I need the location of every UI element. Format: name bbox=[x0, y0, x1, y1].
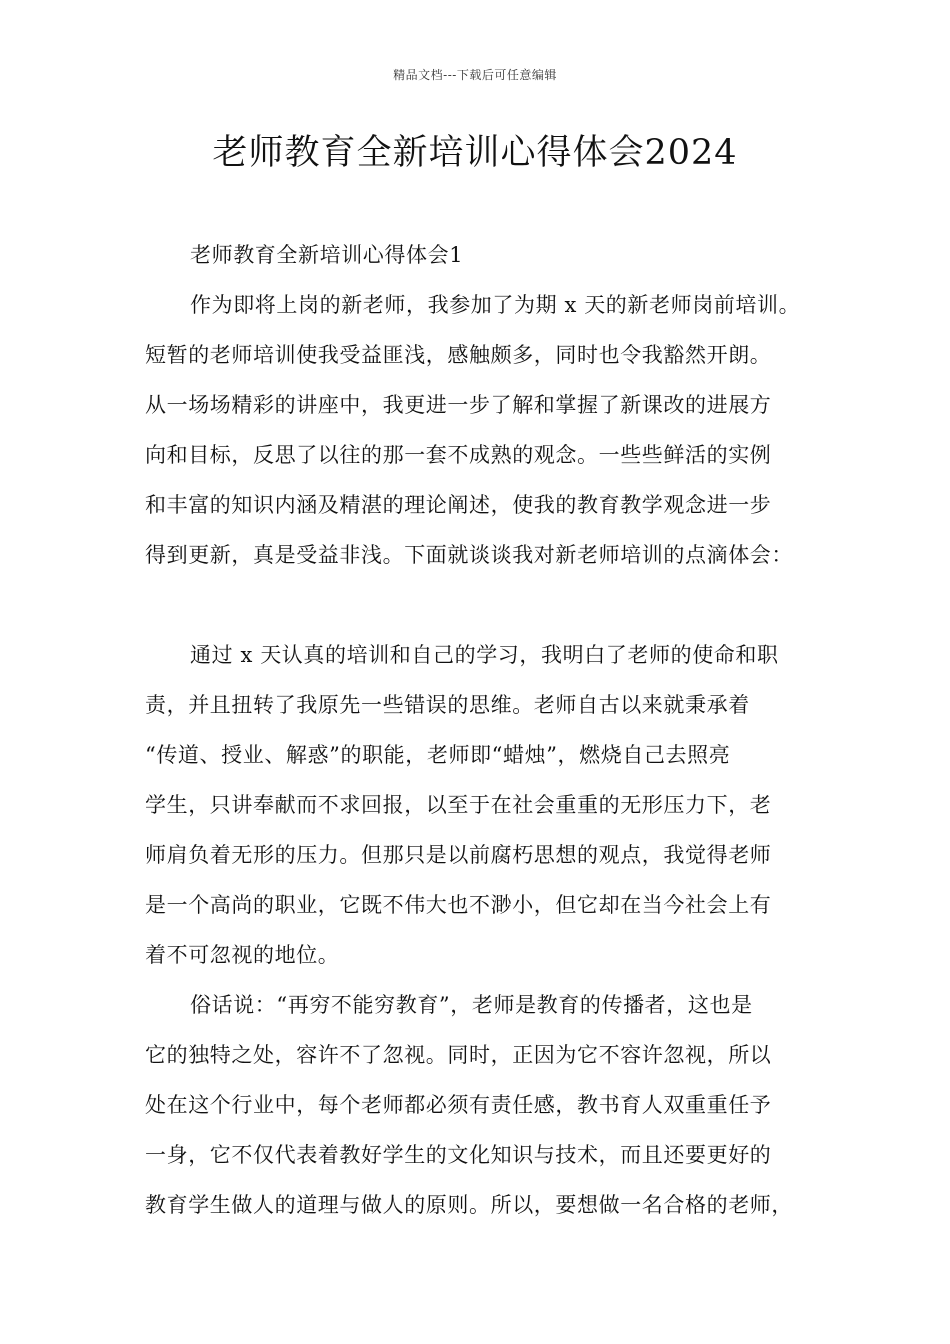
document-title: 老师教育全新培训心得体会2024 bbox=[212, 133, 738, 173]
paragraph-line: 作为即将上岗的新老师，我参加了为期 x 天的新老师岗前培训。 bbox=[190, 293, 801, 317]
paragraph-line: 一身，它不仅代表着教好学生的文化知识与技术，而且还要更好的 bbox=[145, 1143, 772, 1167]
paragraph-line: 得到更新，真是受益非浅。下面就谈谈我对新老师培训的点滴体会： bbox=[145, 543, 793, 567]
paragraph-line: 和丰富的知识内涵及精湛的理论阐述，使我的教育教学观念进一步 bbox=[145, 493, 772, 517]
paragraph-1 bbox=[145, 280, 825, 580]
paragraph-line: 责，并且扭转了我原先一些错误的思维。老师自古以来就秉承着 bbox=[145, 693, 750, 717]
paragraph-line: 学生，只讲奉献而不求回报，以至于在社会重重的无形压力下，老 bbox=[145, 793, 772, 817]
paragraph-line: 从一场场精彩的讲座中，我更进一步了解和掌握了新课改的进展方 bbox=[145, 393, 772, 417]
paragraph-line: 俗话说：“再穷不能穷教育”，老师是教育的传播者，这也是 bbox=[190, 993, 753, 1017]
paragraph-line: 师肩负着无形的压力。但那只是以前腐朽思想的观点，我觉得老师 bbox=[145, 843, 772, 867]
paragraph-gap bbox=[145, 580, 825, 630]
paragraph-3 bbox=[145, 980, 825, 1230]
paragraph-line: 它的独特之处，容许不了忽视。同时，正因为它不容许忽视，所以 bbox=[145, 1043, 772, 1067]
document-body bbox=[145, 230, 825, 1230]
paragraph-line: 是一个高尚的职业，它既不伟大也不渺小，但它却在当今社会上有 bbox=[145, 893, 772, 917]
paragraph-2 bbox=[145, 630, 825, 980]
paragraph-line: 通过 x 天认真的培训和自己的学习，我明白了老师的使命和职 bbox=[190, 643, 779, 667]
section-subtitle: 老师教育全新培训心得体会1 bbox=[190, 243, 464, 267]
paragraph-line: 处在这个行业中，每个老师都必须有责任感，教书育人双重重任予 bbox=[145, 1093, 772, 1117]
paragraph-line: 短暂的老师培训使我受益匪浅，感触颇多，同时也令我豁然开朗。 bbox=[145, 343, 772, 367]
paragraph-line: “传道、授业、解惑”的职能，老师即“蜡烛”，燃烧自己去照亮 bbox=[145, 743, 731, 767]
page-header: 精品文档---下载后可任意编辑 bbox=[393, 68, 557, 82]
paragraph-line: 着不可忽视的地位。 bbox=[145, 943, 340, 967]
paragraph-line: 教育学生做人的道理与做人的原则。所以，要想做一名合格的老师， bbox=[145, 1193, 793, 1217]
paragraph-line: 向和目标，反思了以往的那一套不成熟的观念。一些些鲜活的实例 bbox=[145, 443, 772, 467]
